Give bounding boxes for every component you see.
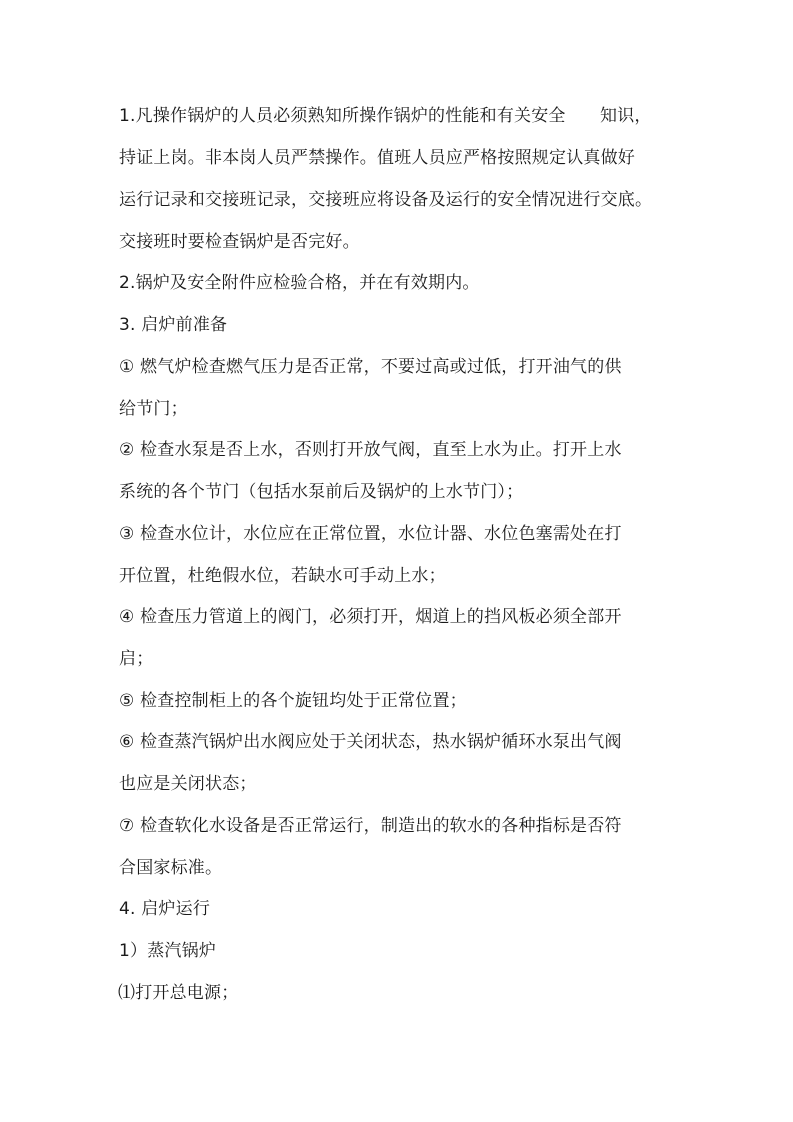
list-item-4-line-1: ④ 检查压力管道上的阀门，必须打开，烟道上的挡风板必须全部开 [119, 607, 622, 627]
step-item-1: ⑴打开总电源； [118, 983, 239, 1003]
list-item-5: ⑤ 检查控制柜上的各个旋钮均处于正常位置； [119, 691, 467, 711]
list-item-2-line-1: ② 检查水泵是否上水，否则打开放气阀，直至上水为止。打开上水 [119, 440, 622, 460]
list-item-3-line-1: ③ 检查水位计，水位应在正常位置，水位计器、水位色塞需处在打 [119, 524, 622, 544]
list-item-3-line-2: 开位置，杜绝假水位，若缺水可手动上水； [119, 566, 446, 586]
text-line-1: 1.凡操作锅炉的人员必须熟知所操作锅炉的性能和有关安全 知识， [119, 106, 652, 126]
list-item-6-line-2: 也应是关闭状态； [119, 774, 257, 794]
text-line-5: 2.锅炉及安全附件应检验合格，并在有效期内。 [119, 273, 480, 293]
list-item-7-line-1: ⑦ 检查软化水设备是否正常运行，制造出的软水的各种指标是否符 [119, 816, 622, 836]
subsection-heading-1: 1）蒸汽锅炉 [119, 941, 217, 961]
section-heading-3: 3. 启炉前准备 [119, 315, 228, 335]
text-line-3: 运行记录和交接班记录，交接班应将设备及运行的安全情况进行交底。 [119, 190, 653, 210]
list-item-1-line-2: 给节门； [119, 399, 188, 419]
list-item-1-line-1: ① 燃气炉检查燃气压力是否正常，不要过高或过低，打开油气的供 [119, 357, 622, 377]
section-heading-4: 4. 启炉运行 [119, 899, 211, 919]
text-line-4: 交接班时要检查锅炉是否完好。 [119, 232, 360, 252]
list-item-2-line-2: 系统的各个节门（包括水泵前后及锅炉的上水节门）； [119, 482, 524, 502]
list-item-4-line-2: 启； [119, 649, 154, 669]
list-item-7-line-2: 合国家标准。 [119, 858, 223, 878]
text-line-2: 持证上岗。非本岗人员严禁操作。值班人员应严格按照规定认真做好 [119, 148, 635, 168]
list-item-6-line-1: ⑥ 检查蒸汽锅炉出水阀应处于关闭状态，热水锅炉循环水泵出气阀 [119, 732, 622, 752]
